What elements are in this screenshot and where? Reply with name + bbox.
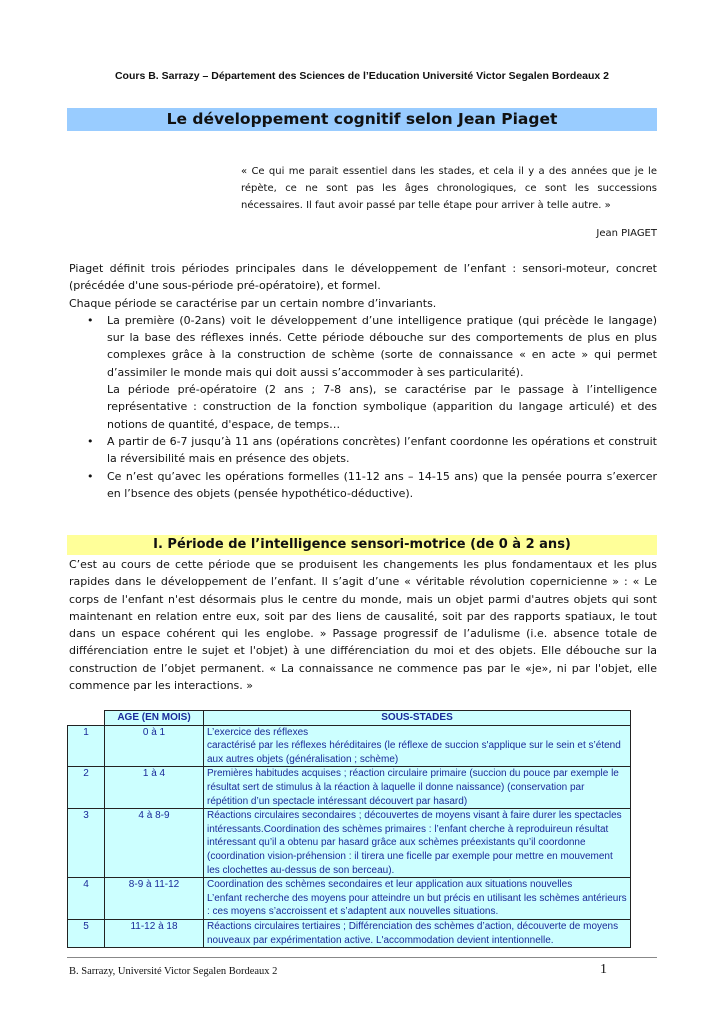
intro-paragraph: Piaget définit trois périodes principales dans le développement de l’enfant : sensori-moteur, concret (précédée d'une sous-période pré-opératoire), et formel.: [69, 262, 657, 293]
description-line: L’enfant recherche des moyens pour atteindre un but précis en utilisant les schèmes antérieurs : ces moyens s’accroissent et s’adaptent aux nouvelles situations.: [207, 892, 627, 918]
section-heading: I. Période de l’intelligence sensori-motrice (de 0 à 2 ans): [67, 535, 657, 555]
table-row: [68, 725, 631, 767]
header-cell-blank: [68, 711, 105, 726]
stage-number: 2: [68, 767, 105, 809]
stage-age: 4 à 8-9: [105, 809, 204, 878]
table-header-row: [68, 711, 631, 726]
page-number: 1: [600, 962, 607, 977]
header-cell-substages: SOUS-STADES: [204, 711, 631, 726]
bullet-icon: •: [87, 434, 94, 448]
stage-number: 1: [68, 725, 105, 767]
substages-table: [67, 710, 631, 948]
list-item: [87, 433, 657, 468]
description-line: Réactions circulaires tertiaires ; Différenciation des schèmes d’action, découverte de moyens nouveaux par expérimentation active. L'accommodation devient intentionnelle.: [207, 920, 619, 946]
list-item-text: Ce n’est qu’avec les opérations formelles (11-12 ans – 14-15 ans) que la pensée pourra s’exercer en l’bsence des objets (pensée hypothético-déductive).: [107, 469, 657, 500]
table-row: [68, 919, 631, 947]
description-line: Coordination des schèmes secondaires et leur application aux situations nouvelles: [207, 879, 573, 891]
stage-number: 3: [68, 809, 105, 878]
stage-description: [204, 878, 631, 920]
footer-divider: [67, 957, 657, 958]
stage-description: [204, 919, 631, 947]
list-item-text: A partir de 6-7 jusqu’à 11 ans (opérations concrètes) l’enfant coordonne les opérations et construit la réversibilité mais en présence des objets.: [107, 434, 657, 466]
section-paragraph: C’est au cours de cette période que se produisent les changements les plus fondamentaux et les plus rapides dans le développement de l’enfant. Il s’agit d’une « véritable révolution copernicienne » : « Le corps de l'enfant n'est désormais plus le centre du monde, mais un objet parmi d'autres objets qui sont maintenant en relation entre eux, soit par des liens de causalité, soit par des rapports spatiaux, le tout dans un espace cohérent qui les englobe. » Passage progressif de l’adulisme (i.e. absence totale de différenciation entre le sujet et l'objet) à une différenciation du moi et des objets. Elle débouche sur la construction de l’objet permanent. « La connaissance ne commence pas par le «je», ni par l'objet, elle commence par les interactions. »: [69, 558, 657, 693]
stage-description: [204, 767, 631, 809]
list-item: [87, 312, 657, 433]
stage-description: [204, 725, 631, 767]
description-line: L’exercice des réflexes: [207, 726, 309, 738]
stage-age: 8-9 à 11-12: [105, 878, 204, 920]
description-line: caractérisé par les réflexes héréditaires (le réflexe de succion s'applique sur le sein et s’étend aux autres objets (généralisation ; schème): [207, 740, 621, 765]
table-row: [68, 809, 631, 878]
table-row: [68, 767, 631, 809]
stage-age: 1 à 4: [105, 767, 204, 809]
stage-number: 4: [68, 878, 105, 920]
list-item: [87, 468, 657, 503]
description-line: Premières habitudes acquises ; réaction circulaire primaire (succion du pouce par exemple le résultat sert de stimulus à la réaction à laquelle il donne naissance) (conservation par répétition d’un spectacle intéressant découvert par hasard): [207, 768, 619, 807]
stage-number: 5: [68, 919, 105, 947]
description-line: Réactions circulaires secondaires ; découvertes de moyens visant à faire durer les spectacles intéressants.Coordination des schèmes primaires : l’enfant cherche à reproduireun résultat intéressant qu’il a obtenu par hasard grâce aux schèmes préexistants qu’il coordonne (coordination vision-préhension : il tirera une ficelle par exemple pour mettre en mouvement les clochettes au-dessus de son berceau).: [207, 810, 622, 876]
stage-age: 11-12 à 18: [105, 919, 204, 947]
document-title: Le développement cognitif selon Jean Piaget: [67, 108, 657, 131]
periods-list: [69, 312, 657, 502]
list-item-text: La première (0-2ans) voit le développement d’une intelligence pratique (qui précède le langage) sur la base des réflexes innés. Cette période débouche sur des comportements de plus en plus complexes grâce à la construction de schème (sorte de connaissance « en acte » qui permet d’assimiler le monde mais qui doit aussi s’accommoder à ses particularité).: [107, 313, 657, 379]
list-item-continuation: La période pré-opératoire (2 ans ; 7-8 ans), se caractérise par le passage à l’intelligence représentative : construction de la fonction symbolique (apparition du langage articulé) et des notions de quantité, d'espace, de temps…: [107, 383, 657, 431]
table-row: [68, 878, 631, 920]
header-cell-age: AGE (EN MOIS): [105, 711, 204, 726]
footer-author: B. Sarrazy, Université Victor Segalen Bordeaux 2: [69, 966, 278, 977]
intro-paragraph: Chaque période se caractérise par un certain nombre d’invariants.: [69, 296, 437, 310]
intro-section: [69, 260, 657, 502]
page-header: Cours B. Sarrazy – Département des Sciences de l’Education Université Victor Segalen Bordeaux 2: [114, 70, 610, 82]
bullet-icon: •: [87, 313, 94, 327]
epigraph-quote: « Ce qui me parait essentiel dans les stades, et cela il y a des années que je le répète, ce ne sont pas les âges chronologiques, ce sont les successions nécessaires. Il faut avoir passé par telle étape pour arriver à telle autre. »: [241, 166, 657, 211]
stage-age: 0 à 1: [105, 725, 204, 767]
epigraph-author: Jean PIAGET: [596, 228, 657, 239]
stage-description: [204, 809, 631, 878]
bullet-icon: •: [87, 469, 94, 483]
